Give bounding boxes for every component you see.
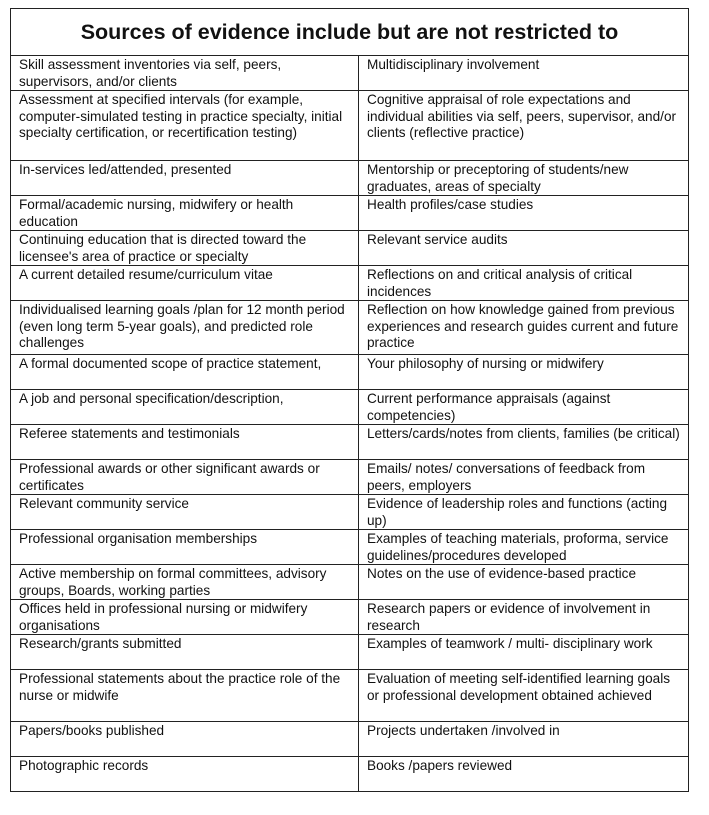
table-cell-right: Relevant service audits (359, 231, 689, 266)
table-header-row (11, 9, 689, 56)
table-row (11, 91, 689, 161)
table-cell-left: Photographic records (11, 757, 359, 792)
table-cell-right: Evaluation of meeting self-identified learning goals or professional development obtained achieved (359, 670, 689, 722)
table-row (11, 600, 689, 635)
table-cell-left: Referee statements and testimonials (11, 425, 359, 460)
table-cell-right: Letters/cards/notes from clients, families (be critical) (359, 425, 689, 460)
table-cell-left: In-services led/attended, presented (11, 161, 359, 196)
table-row (11, 56, 689, 91)
table-row (11, 530, 689, 565)
table-row (11, 757, 689, 792)
table-cell-right: Multidisciplinary involvement (359, 56, 689, 91)
table-row (11, 355, 689, 390)
table-cell-right: Research papers or evidence of involvement in research (359, 600, 689, 635)
table-cell-right: Your philosophy of nursing or midwifery (359, 355, 689, 390)
table-cell-left: Active membership on formal committees, advisory groups, Boards, working parties (11, 565, 359, 600)
table-row (11, 722, 689, 757)
evidence-table (10, 8, 689, 792)
table-cell-left: Formal/academic nursing, midwifery or health education (11, 196, 359, 231)
table-row (11, 635, 689, 670)
table-cell-left: Continuing education that is directed toward the licensee's area of practice or specialty (11, 231, 359, 266)
table-cell-left: Skill assessment inventories via self, peers, supervisors, and/or clients (11, 56, 359, 91)
table-row (11, 670, 689, 722)
table-cell-left: A current detailed resume/curriculum vitae (11, 266, 359, 301)
table-row (11, 196, 689, 231)
table-row (11, 425, 689, 460)
table-row (11, 231, 689, 266)
table-row (11, 495, 689, 530)
table-cell-left: A formal documented scope of practice statement, (11, 355, 359, 390)
table-cell-left: A job and personal specification/description, (11, 390, 359, 425)
table-cell-right: Examples of teamwork / multi- disciplinary work (359, 635, 689, 670)
table-cell-right: Notes on the use of evidence-based practice (359, 565, 689, 600)
table-cell-right: Projects undertaken /involved in (359, 722, 689, 757)
table-row (11, 301, 689, 355)
table-cell-left: Professional statements about the practice role of the nurse or midwife (11, 670, 359, 722)
table-row (11, 161, 689, 196)
table-cell-right: Mentorship or preceptoring of students/new graduates, areas of specialty (359, 161, 689, 196)
table-cell-left: Relevant community service (11, 495, 359, 530)
table-row (11, 390, 689, 425)
table-cell-right: Evidence of leadership roles and functions (acting up) (359, 495, 689, 530)
table-cell-left: Assessment at specified intervals (for example, computer-simulated testing in practice specialty, initial specialty certification, or recertification testing) (11, 91, 359, 161)
table-cell-left: Research/grants submitted (11, 635, 359, 670)
table-cell-right: Reflections on and critical analysis of critical incidences (359, 266, 689, 301)
table-cell-right: Emails/ notes/ conversations of feedback from peers, employers (359, 460, 689, 495)
table-cell-right: Cognitive appraisal of role expectations and individual abilities via self, peers, supervisor, and/or clients (reflective practice) (359, 91, 689, 161)
table-cell-left: Professional organisation memberships (11, 530, 359, 565)
table-title: Sources of evidence include but are not restricted to (11, 9, 689, 56)
table-cell-right: Reflection on how knowledge gained from previous experiences and research guides current and future practice (359, 301, 689, 355)
table-cell-left: Individualised learning goals /plan for 12 month period (even long term 5-year goals), and predicted role challenges (11, 301, 359, 355)
table-cell-left: Offices held in professional nursing or midwifery organisations (11, 600, 359, 635)
table-cell-left: Papers/books published (11, 722, 359, 757)
table-cell-right: Examples of teaching materials, proforma, service guidelines/procedures developed (359, 530, 689, 565)
table-cell-right: Health profiles/case studies (359, 196, 689, 231)
table-row (11, 266, 689, 301)
table-cell-left: Professional awards or other significant awards or certificates (11, 460, 359, 495)
table-cell-right: Current performance appraisals (against competencies) (359, 390, 689, 425)
table-row (11, 565, 689, 600)
table-cell-right: Books /papers reviewed (359, 757, 689, 792)
table-row (11, 460, 689, 495)
